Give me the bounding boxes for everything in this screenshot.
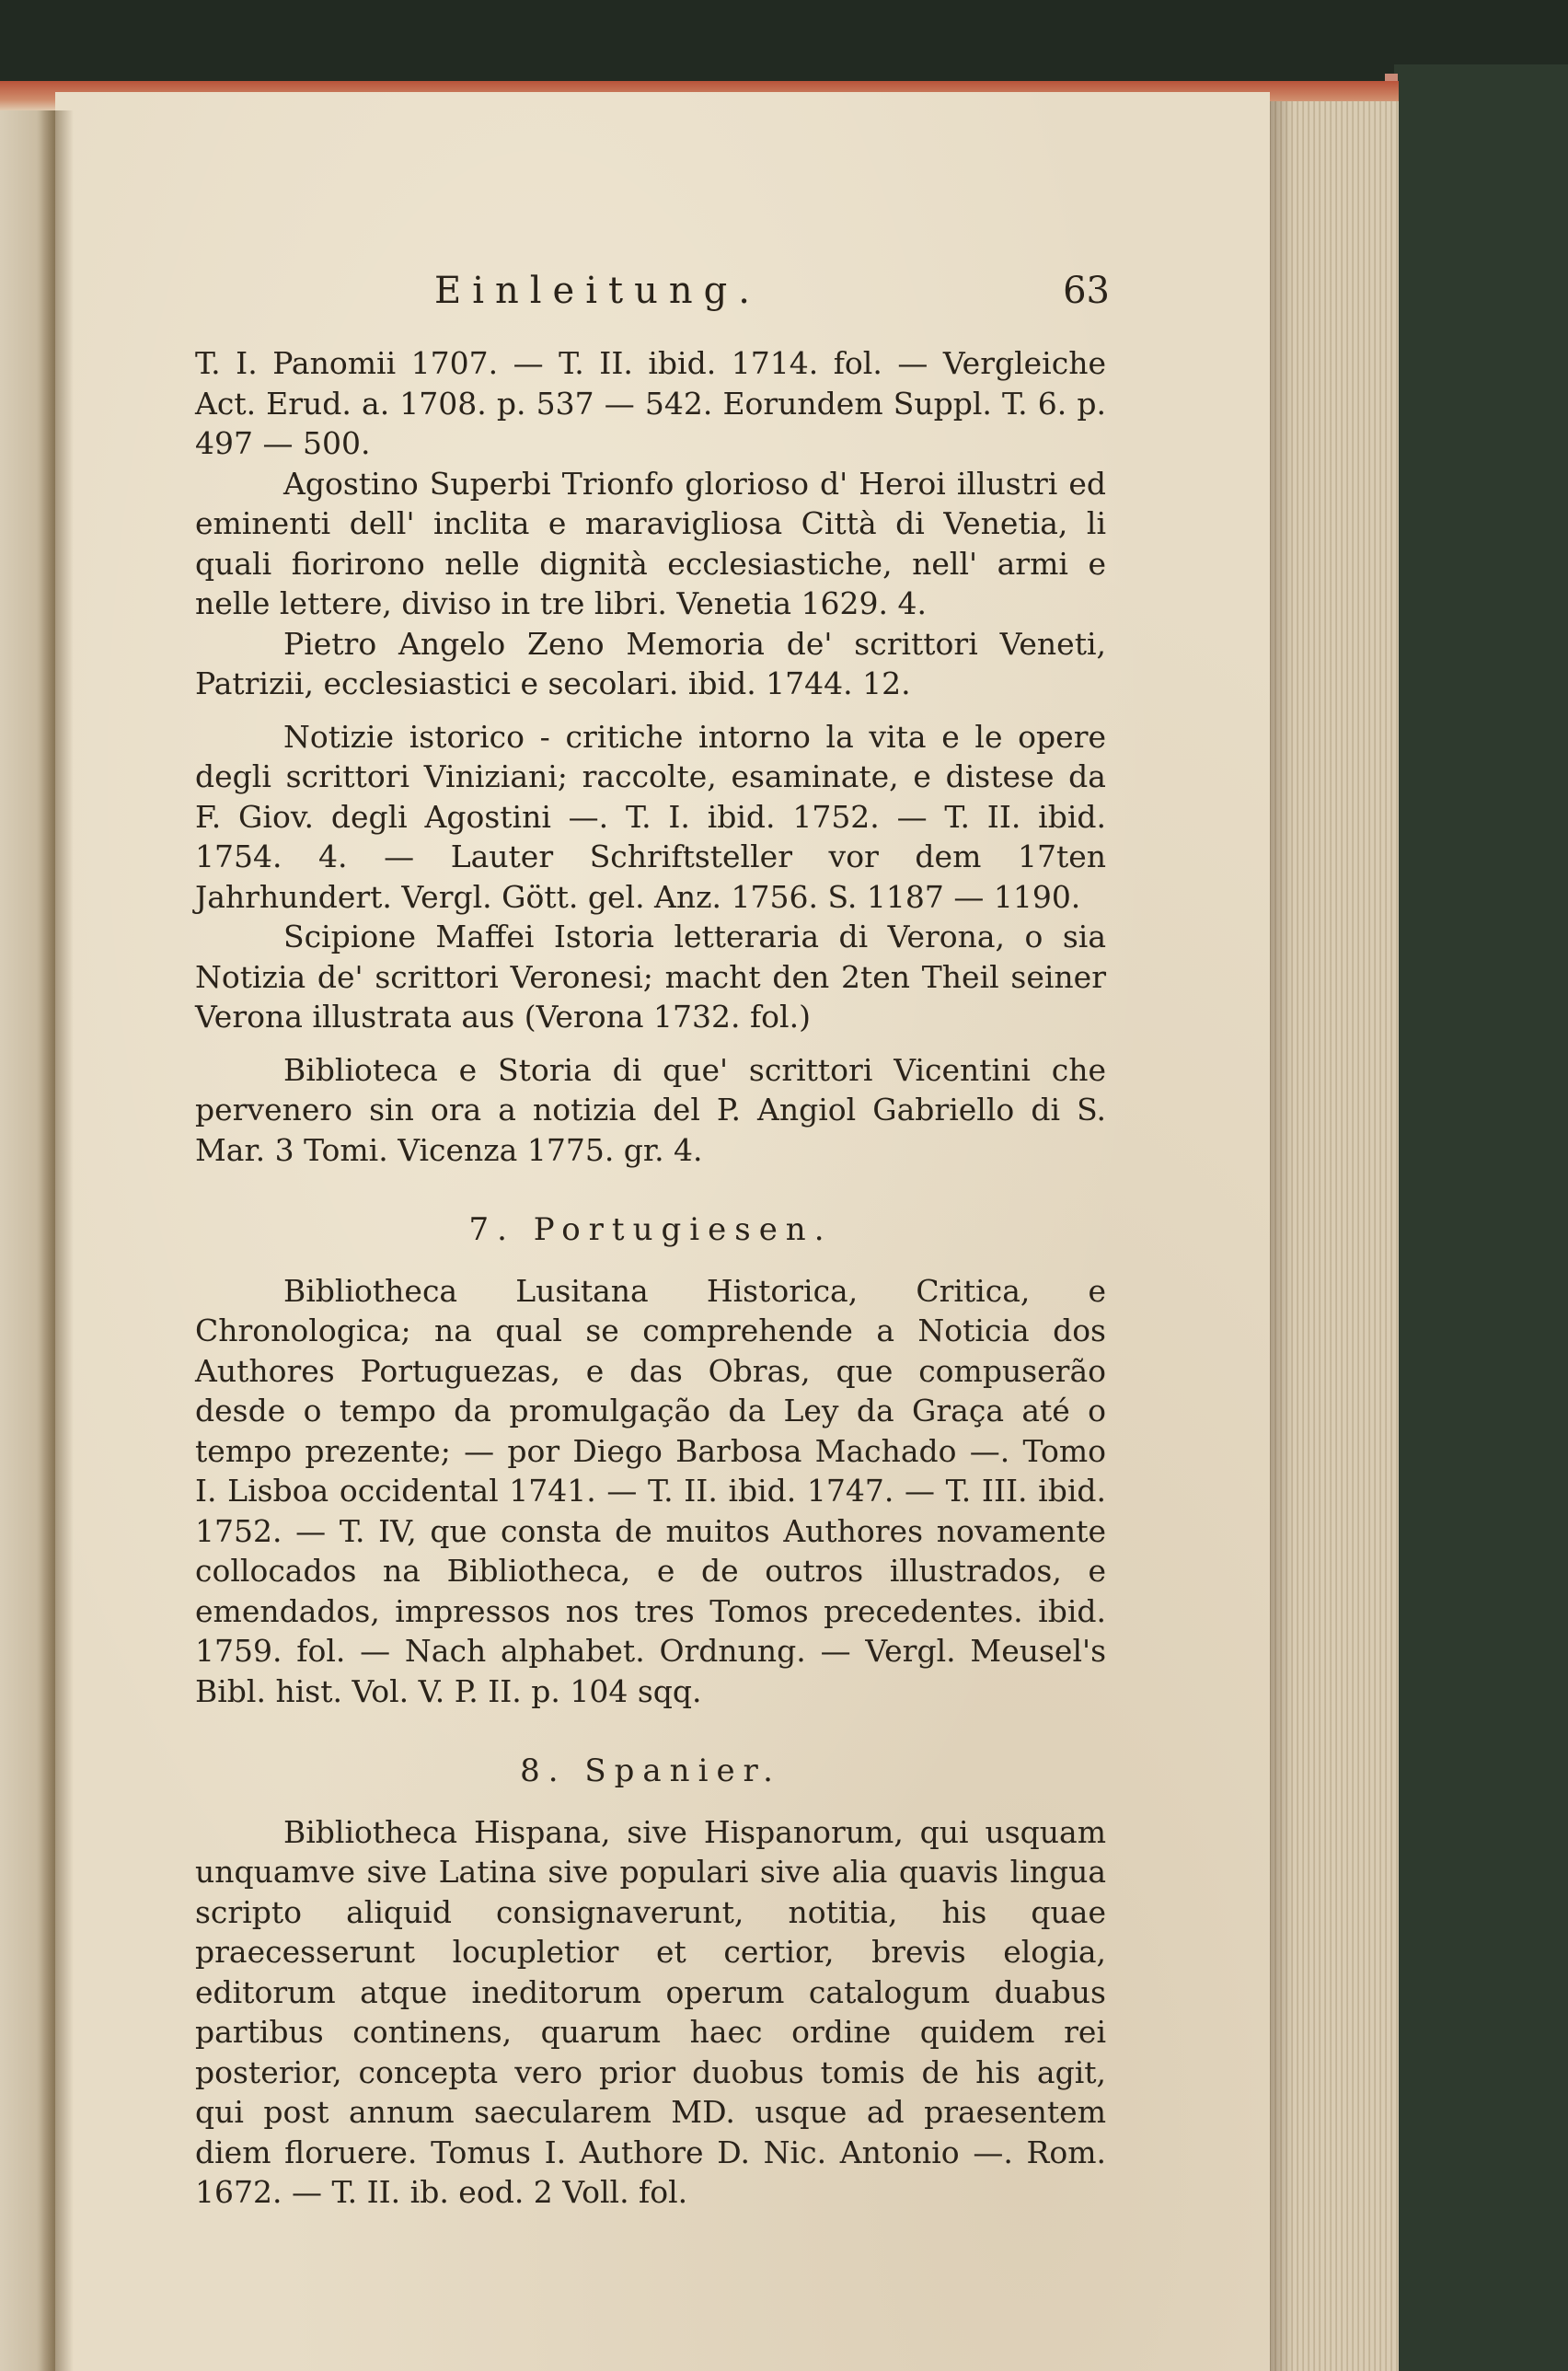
entry-superbi: Agostino Superbi Trionfo glorioso d' Heroi illustri ed eminenti dell' inclita e maravigliosa Città di Venetia, li quali fiorirono nelle dignità ecclesiastiche, nell' armi e nelle lettere, diviso in tre libri. Venetia 1629. 4. bbox=[195, 465, 1106, 621]
section-heading-spanier: 8. Spanier. bbox=[520, 1752, 781, 1789]
page-text bbox=[195, 270, 1110, 2213]
entry-zeno: Pietro Angelo Zeno Memoria de' scrittori Veneti, Patrizii, ecclesiastici e secolari. ibid. 1744. 12. bbox=[195, 625, 1106, 701]
entry-notizie: Notizie istorico - critiche intorno la vita e le opere degli scrittori Viniziani; raccolte, esaminate, e distese da F. Giov. degli Agostini —. T. I. ibid. 1752. — T. II. ibid. 1754. 4. — Lauter Schriftsteller vor dem 17ten Jahrhundert. Vergl. Gött. gel. Anz. 1756. S. 1187 — 1190. bbox=[195, 718, 1106, 915]
running-title: Einleitung. bbox=[434, 270, 761, 312]
running-header bbox=[195, 270, 1110, 327]
section-heading-portugiesen: 7. Portugiesen. bbox=[468, 1211, 833, 1248]
gutter-shadow bbox=[37, 110, 74, 2371]
book-cover bbox=[1394, 64, 1568, 2371]
entry-vicentini: Biblioteca e Storia di que' scrittori Vicentini che pervenero sin ora a notizia del P. Angiol Gabriello di S. Mar. 3 Tomi. Vicenza 1775. gr. 4. bbox=[195, 1051, 1106, 1168]
entry-bibliotheca-lusitana: Bibliotheca Lusitana Historica, Critica, e Chronologica; na qual se comprehende a Noticia dos Authores Portuguezas, e das Obras, que compuserão desde o tempo da promulgação da Ley da Graça até o tempo prezente; — por Diego Barbosa Machado —. Tomo I. Lisboa occidental 1741. — T. II. ibid. 1747. — T. III. ibid. 1752. — T. IV, que consta de muitos Authores novamente collocados na Bibliotheca, e de outros illustrados, e emendados, impressos nos tres Tomos precedentes. ibid. 1759. fol. — Nach alphabet. Ordnung. — Vergl. Meusel's Bibl. hist. Vol. V. P. II. p. 104 sqq. bbox=[195, 1272, 1106, 1709]
entry-maffei: Scipione Maffei Istoria letteraria di Verona, o sia Notizia de' scrittori Veronesi; macht den 2ten Theil seiner Verona illustrata aus (Verona 1732. fol.) bbox=[195, 919, 1106, 1035]
page-number: 63 bbox=[1063, 270, 1110, 312]
entry-bibliotheca-hispana: Bibliotheca Hispana, sive Hispanorum, qui usquam unquamve sive Latina sive populari sive alia quavis lingua scripto aliquid consignaverunt, notitia, his quae praecesserunt locupletior et certior, brevis elogia, editorum atque ineditorum operum catalogum duabus partibus continens, quarum haec ordine quidem rei posterior, concepta vero prior duobus tomis de his agit, qui post annum saecularem MD. usque ad praesentem diem floruere. Tomus I. Authore D. Nic. Antonio —. Rom. 1672. — T. II. ib. eod. 2 Voll. fol. bbox=[195, 1813, 1106, 2210]
entry-panomii: T. I. Panomii 1707. — T. II. ibid. 1714. fol. — Vergleiche Act. Erud. a. 1708. p. 537 — 542. Eorundem Suppl. T. 6. p. 497 — 500. bbox=[195, 345, 1106, 461]
